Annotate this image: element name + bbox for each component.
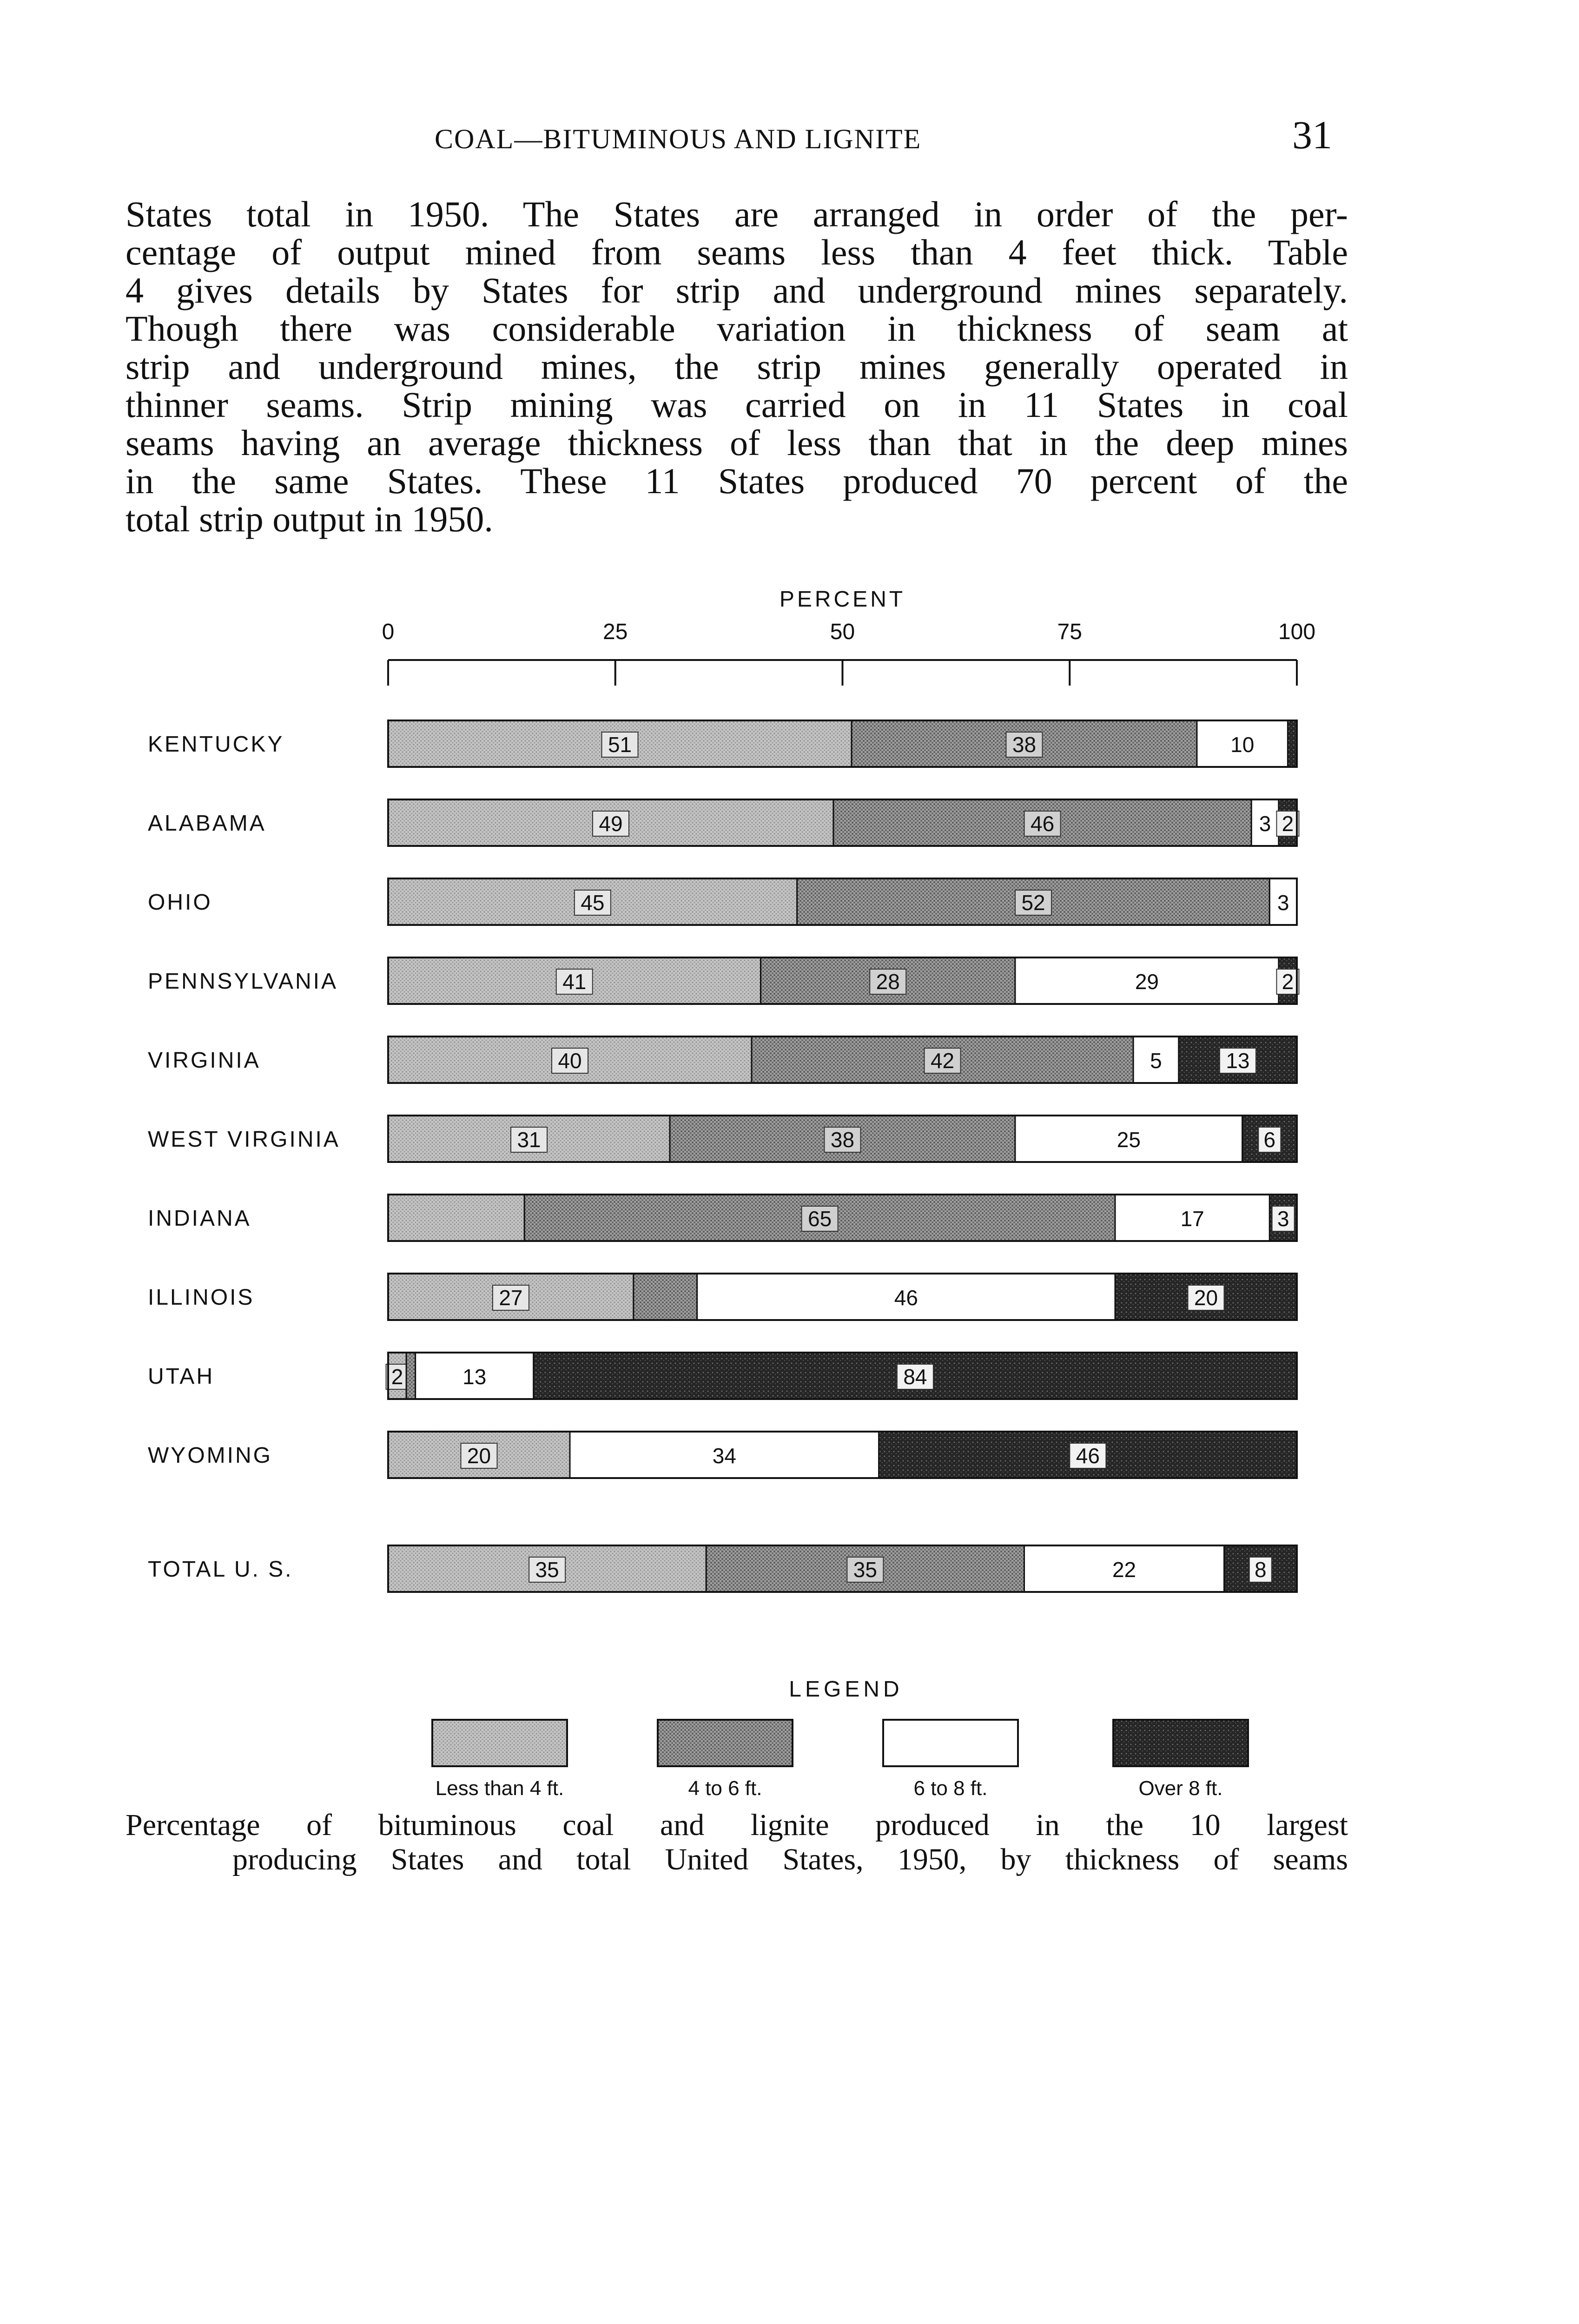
legend-label: Less than 4 ft. — [435, 1777, 564, 1800]
x-axis-label: PERCENT — [779, 587, 906, 612]
x-tick-label: 100 — [1278, 620, 1316, 644]
bar-value-label: 8 — [1255, 1558, 1267, 1582]
bar-segment — [634, 1274, 697, 1320]
bar-value-label: 20 — [467, 1444, 491, 1468]
body-line: thinner seams. Strip mining was carried on in 11 States in coal — [126, 384, 1348, 425]
bar-segment — [388, 1195, 524, 1241]
category-label: WEST VIRGINIA — [148, 1127, 340, 1152]
bar-value-label: 46 — [894, 1286, 918, 1310]
bar-value-label: 2 — [1282, 970, 1294, 994]
bar-value-label: 13 — [462, 1365, 487, 1389]
bar-value-label: 5 — [1150, 1049, 1162, 1073]
legend-label: 6 to 8 ft. — [913, 1777, 988, 1800]
figure-caption — [126, 1808, 1348, 1877]
legend-label: Over 8 ft. — [1138, 1777, 1223, 1800]
caption-line: Percentage of bituminous coal and lignite produced in the 10 largest — [126, 1808, 1348, 1842]
category-label: PENNSYLVANIA — [148, 969, 338, 994]
body-line: total strip output in 1950. — [126, 499, 493, 539]
bar-value-label: 46 — [1031, 812, 1055, 836]
bar-value-label: 35 — [853, 1558, 877, 1582]
bar-value-label: 34 — [712, 1444, 736, 1468]
legend-swatch — [432, 1720, 567, 1766]
bar-value-label: 35 — [535, 1558, 559, 1582]
bar-segment — [406, 1353, 416, 1399]
bar-value-label: 27 — [499, 1286, 523, 1310]
category-label: KENTUCKY — [148, 732, 284, 757]
bar-value-label: 25 — [1117, 1128, 1141, 1152]
body-line: strip and underground mines, the strip mines generally operated in — [126, 346, 1348, 387]
bar-value-label: 65 — [808, 1207, 832, 1231]
bar-value-label: 3 — [1277, 1207, 1289, 1231]
category-label: VIRGINIA — [148, 1048, 261, 1073]
x-tick-label: 25 — [603, 620, 628, 644]
bar-value-label: 2 — [1282, 812, 1294, 836]
category-label: OHIO — [148, 890, 212, 915]
bar-value-label: 84 — [903, 1365, 927, 1389]
bar-value-label: 20 — [1194, 1286, 1218, 1310]
legend-swatch — [883, 1720, 1018, 1766]
running-header: COAL—BITUMINOUS AND LIGNITE — [435, 124, 922, 154]
x-tick-label: 0 — [382, 620, 395, 644]
bar-value-label: 28 — [876, 970, 900, 994]
page-number: 31 — [1292, 112, 1332, 157]
legend-swatch — [658, 1720, 793, 1766]
category-label: UTAH — [148, 1364, 215, 1389]
bar-value-label: 10 — [1230, 733, 1255, 757]
bar-segment — [1288, 720, 1297, 767]
body-line: States total in 1950. The States are arranged in order of the per- — [126, 194, 1348, 234]
body-line: seams having an average thickness of less than that in the deep mines — [126, 423, 1348, 463]
bar-value-label: 22 — [1112, 1558, 1136, 1582]
category-label: ILLINOIS — [148, 1285, 255, 1310]
category-label: WYOMING — [148, 1443, 272, 1468]
bar-value-label: 46 — [1076, 1444, 1100, 1468]
legend-swatch — [1113, 1720, 1248, 1766]
bar-value-label: 38 — [830, 1128, 855, 1152]
category-label: ALABAMA — [148, 811, 266, 836]
x-tick-label: 50 — [830, 620, 855, 644]
bar-value-label: 51 — [608, 733, 632, 757]
legend-title: LEGEND — [789, 1677, 903, 1702]
bar-value-label: 40 — [558, 1049, 582, 1073]
legend-label: 4 to 6 ft. — [688, 1777, 762, 1800]
bar-value-label: 29 — [1135, 970, 1159, 994]
bar-value-label: 31 — [517, 1128, 541, 1152]
bar-value-label: 2 — [391, 1365, 403, 1389]
bar-value-label: 49 — [599, 812, 623, 836]
bar-value-label: 17 — [1180, 1207, 1204, 1231]
body-line: Though there was considerable variation in thickness of seam at — [126, 308, 1348, 349]
bar-value-label: 13 — [1226, 1049, 1250, 1073]
category-label: INDIANA — [148, 1206, 251, 1231]
x-tick-label: 75 — [1057, 620, 1082, 644]
body-line: centage of output mined from seams less than 4 feet thick. Table — [126, 232, 1348, 272]
body-line: 4 gives details by States for strip and underground mines separately. — [126, 270, 1348, 310]
bar-value-label: 41 — [562, 970, 587, 994]
bar-value-label: 45 — [581, 891, 605, 915]
bar-value-label: 3 — [1277, 891, 1289, 915]
bar-value-label: 3 — [1259, 812, 1271, 836]
bar-value-label: 52 — [1021, 891, 1045, 915]
bar-value-label: 42 — [930, 1049, 955, 1073]
body-line: in the same States. These 11 States produced 70 percent of the — [126, 461, 1348, 501]
bar-value-label: 6 — [1263, 1128, 1276, 1152]
bar-value-label: 38 — [1012, 733, 1037, 757]
category-label: TOTAL U. S. — [148, 1557, 293, 1582]
caption-line: producing States and total United States, 1950, by thickness of seams — [232, 1842, 1348, 1876]
